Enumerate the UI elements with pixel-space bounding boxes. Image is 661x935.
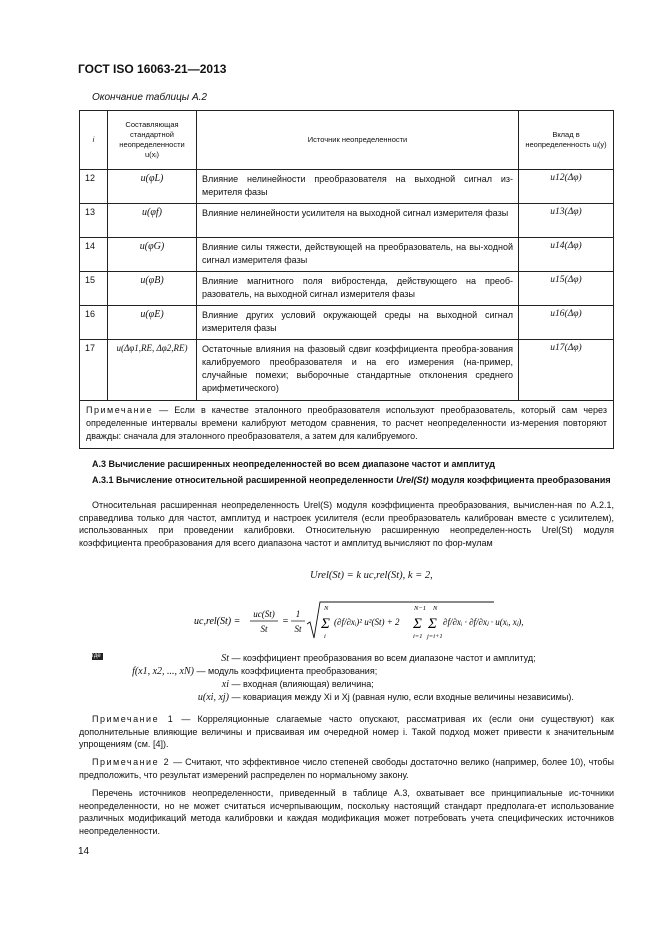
row-contribution: u12(Δφ) [519,170,614,204]
header-contribution: Вклад в неопределенность uᵢ(y) [519,111,614,170]
row-index: 17 [80,340,108,401]
table-note [80,401,614,449]
row-contribution: u17(Δφ) [519,340,614,401]
eq-sign: = [282,616,289,627]
sum3-sigma: Σ [428,616,437,632]
sum2-sigma: Σ [413,616,422,632]
row-contribution: u14(Δφ) [519,238,614,272]
formula-2-graphic [194,600,524,644]
table-row [80,272,614,306]
formula-1: Urel(St) = k uc,rel(St), k = 2, [310,570,433,581]
page-number: 14 [78,846,90,857]
sum1-sigma: Σ [321,616,330,632]
note-text: — Если в качестве эталонного преобразователя используют преобразователь, который сам через определенные интервалы времени калибруют методом сравнения, то расчет неопределенности из-мерения повторяют дважды: сначала для эталонного преобразователя, а затем для калибруемого. [86,405,607,441]
header-source: Источник неопределенности [197,111,519,170]
row-contribution: u15(Δφ) [519,272,614,306]
header-component: Составляющая стандартной неопределенности u(xᵢ) [108,111,197,170]
table-caption: Окончание таблицы А.2 [92,92,207,103]
row-index: 12 [80,170,108,204]
row-component: u(φG) [108,238,197,272]
formula-2-body2: ∂f/∂xᵢ · ∂f/∂xⱼ · u(xᵢ, xⱼ), [443,617,524,627]
row-contribution: u13(Δφ) [519,204,614,238]
table-row [80,306,614,340]
table-row [80,238,614,272]
paragraph-1: Относительная расширенная неопределенность Urel(S) модуля коэффициента преобразования, вычислен-ная по А.2.1, справедлива только для частот, амплитуд и настроек усилителя (если преобразователь калиброван вместе с усилителем), использованных при проведении калибровки. Относительную расширенную неопределен-ность Urel(St) модуля коэффициента преобразования для всего диапазона частот и амплитуд вычисляют по фор-мулам [79,500,614,548]
where-item: St — коэффициент преобразования во всем диапазоне частот и амплитуд; [221,653,536,664]
where-label: где [92,653,101,659]
section-a31-heading [79,474,614,486]
sum2-top: N−1 [414,605,426,612]
frac2-num: 1 [295,609,301,619]
row-component: u(φf) [108,204,197,238]
frac1-den: St [260,624,268,634]
frac2-den: St [294,624,302,634]
table-header-row [80,111,614,170]
row-source: Остаточные влияния на фазовый сдвиг коэффициента преобра-зования калибруемого преобразователя и на его измерения (на-пример, случайные помехи; выборочные стандартные отклонения среднего арифметического) [197,340,519,401]
sum1-bot: i [324,633,326,640]
section-a31-pre: А.3.1 Вычисление относительной расширенной неопределенности [92,475,397,485]
row-source: Влияние магнитного поля вибростенда, действующего на преоб-разователь, на выходной сигнал измерителя фазы [197,272,519,306]
where-list [79,653,614,703]
row-source: Влияние нелинейности преобразователя на выходной сигнал из-мерителя фазы [197,170,519,204]
note-2: Примечание 2 — Считают, что эффективное число степеней свободы достаточно велико (например, более 10), чтобы предположить, что результат измерений распределен по нормальному закону. [79,757,614,780]
row-source: Влияние нелинейности усилителя на выходной сигнал измерителя фазы [197,204,519,238]
row-contribution: u16(Δφ) [519,306,614,340]
section-a31-symbol: Urel(St) [396,475,429,485]
formula-2-lhs: uc,rel(St) = [194,616,241,627]
row-component: u(φE) [108,306,197,340]
sum3-top: N [433,605,438,612]
row-index: 15 [80,272,108,306]
note-1: Примечание 1 — Корреляционные слагаемые часто опускают, рассматривая их (если они существуют) как дополнительные влияющие величины и присваивая им очередной номер i. Такой подход может привести к значительным упрощениям (см. [4]). [79,714,614,749]
document-header: ГОСТ ISO 16063-21—2013 [78,62,227,76]
row-component: u(Δφ1,RE, Δφ2,RE) [108,340,197,401]
sum3-bot: j=i+1 [427,633,443,640]
table-row [80,204,614,238]
formula-2-body1: (∂f/∂xᵢ)² u²(St) + 2 [334,617,400,627]
table-row [80,340,614,401]
sum2-bot: i=1 [413,633,423,640]
section-a31-post: модуля коэффициента преобразования [428,475,611,485]
row-component: u(φB) [108,272,197,306]
formula-2 [194,600,524,647]
where-item: xi — входная (влияющая) величина; [221,679,374,690]
paragraph-last: Перечень источников неопределенности, приведенный в таблице А.3, охватывает все принципиальные ис-точники неопределенности, но не может считаться исчерпывающим, поскольку настоящий стандарт предполага-ет использование различных модификаций метода калибровки и каждая модификация может потребовать учета специфических источников неопределенности. [79,788,614,836]
section-a3-heading: А.3 Вычисление расширенных неопределенностей во всем диапазоне частот и амплитуд [92,459,496,469]
where-item: f(x1, x2, ..., xN) — модуль коэффициента преобразования; [132,666,378,677]
where-item: u(xi, xj) — ковариация между Xi и Xj (равная нулю, если входные величины независимы). [197,692,574,703]
table-note-row [80,401,614,449]
row-index: 14 [80,238,108,272]
row-index: 16 [80,306,108,340]
row-index: 13 [80,204,108,238]
frac1-num: uc(St) [253,609,275,619]
uncertainty-table [79,110,614,449]
row-component: u(φL) [108,170,197,204]
note-label: Примечание [86,405,154,415]
row-source: Влияние других условий окружающей среды на выходной сигнал измерителя фазы [197,306,519,340]
row-source: Влияние силы тяжести, действующей на преобразователь, на вы-ходной сигнал измерителя фазы [197,238,519,272]
header-i: i [80,111,108,170]
table-row [80,170,614,204]
sum1-top: N [324,605,329,612]
